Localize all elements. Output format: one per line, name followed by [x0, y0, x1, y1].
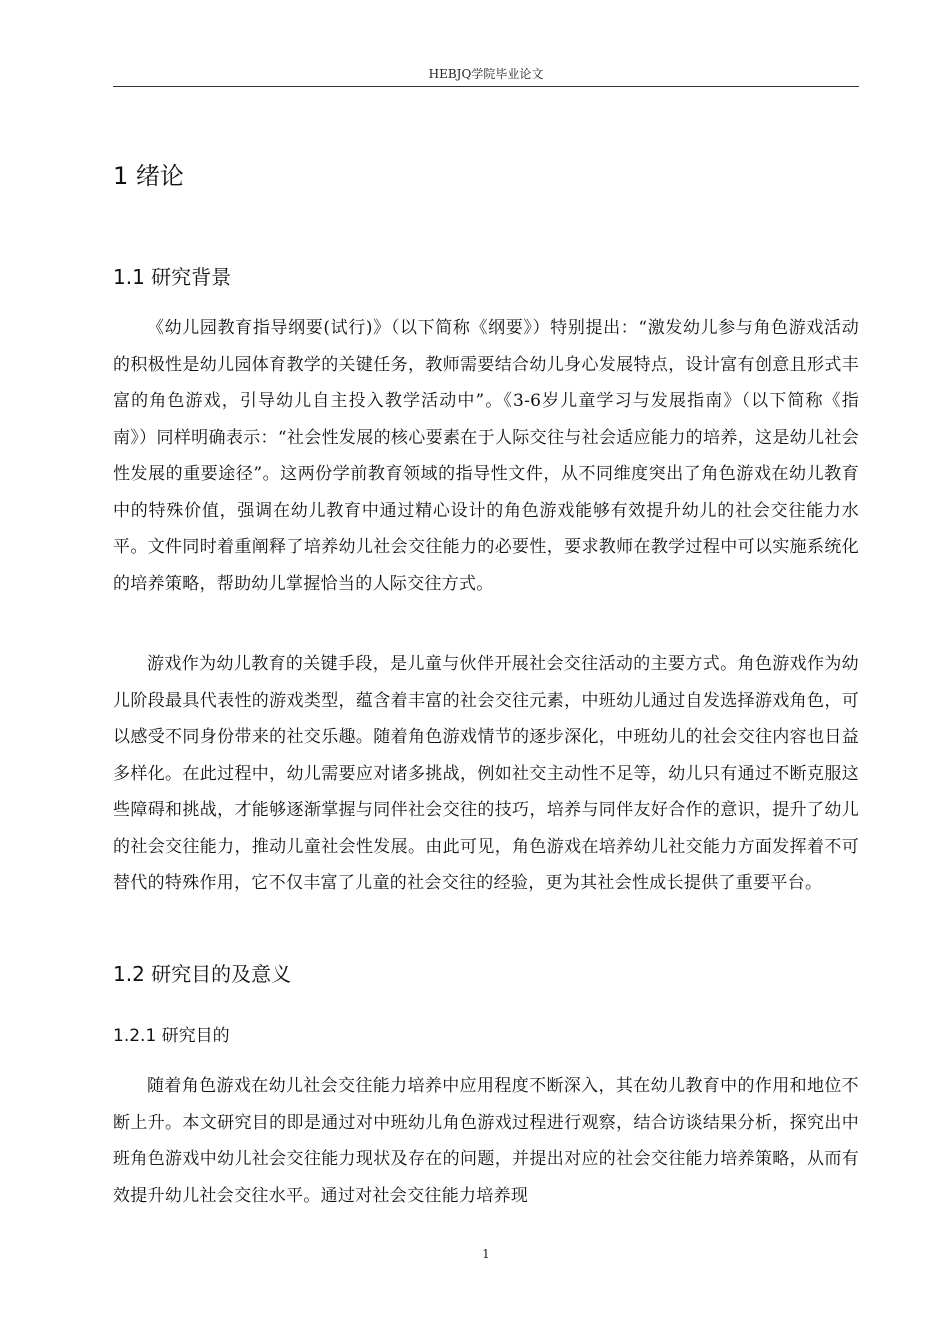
chapter-title: 1 绪论: [113, 162, 184, 190]
page-number: 1: [482, 1247, 490, 1261]
paragraph-research-purpose: 随着角色游戏在幼儿社会交往能力培养中应用程度不断深入，其在幼儿教育中的作用和地位不断上升。本文研究目的即是通过对中班幼儿角色游戏过程进行观察，结合访谈结果分析，探究出中班角色游戏中幼儿社会交往能力现状及存在的问题，并提出对应的社会交往能力培养策略，从而有效提升幼儿社会交往水平。通过对社会交往能力培养现: [113, 1076, 859, 1206]
page-header: HEBJQ学院毕业论文: [428, 67, 544, 81]
section-title-purpose-significance: 1.2 研究目的及意义: [113, 962, 292, 986]
paragraph-background-1: 《幼儿园教育指导纲要(试行)》（以下简称《纲要》）特别提出：“激发幼儿参与角色游戏活动的积极性是幼儿园体育教学的关键任务，教师需要结合幼儿身心发展特点，设计富有创意且形式丰富的角色游戏，引导幼儿自主投入教学活动中”。《3-6岁儿童学习与发展指南》（以下简称《指南》）同样明确表示：“社会性发展的核心要素在于人际交往与社会适应能力的培养，这是幼儿社会性发展的重要途径”。这两份学前教育领域的指导性文件，从不同维度突出了角色游戏在幼儿教育中的特殊价值，强调在幼儿教育中通过精心设计的角色游戏能够有效提升幼儿的社会交往能力水平。文件同时着重阐释了培养幼儿社会交往能力的必要性，要求教师在教学过程中可以实施系统化的培养策略，帮助幼儿掌握恰当的人际交往方式。: [113, 318, 859, 594]
section-title-research-background: 1.1 研究背景: [113, 265, 232, 289]
header-rule: [113, 86, 859, 87]
paragraph-background-2: 游戏作为幼儿教育的关键手段，是儿童与伙伴开展社会交往活动的主要方式。角色游戏作为幼儿阶段最具代表性的游戏类型，蕴含着丰富的社会交往元素，中班幼儿通过自发选择游戏角色，可以感受不同身份带来的社交乐趣。随着角色游戏情节的逐步深化，中班幼儿的社会交往内容也日益多样化。在此过程中，幼儿需要应对诸多挑战，例如社交主动性不足等，幼儿只有通过不断克服这些障碍和挑战，才能够逐渐掌握与同伴社会交往的技巧，培养与同伴友好合作的意识，提升了幼儿的社会交往能力，推动儿童社会性发展。由此可见，角色游戏在培养幼儿社交能力方面发挥着不可替代的特殊作用，它不仅丰富了儿童的社会交往的经验，更为其社会性成长提供了重要平台。: [113, 654, 859, 893]
subsection-title-research-purpose: 1.2.1 研究目的: [113, 1026, 230, 1046]
